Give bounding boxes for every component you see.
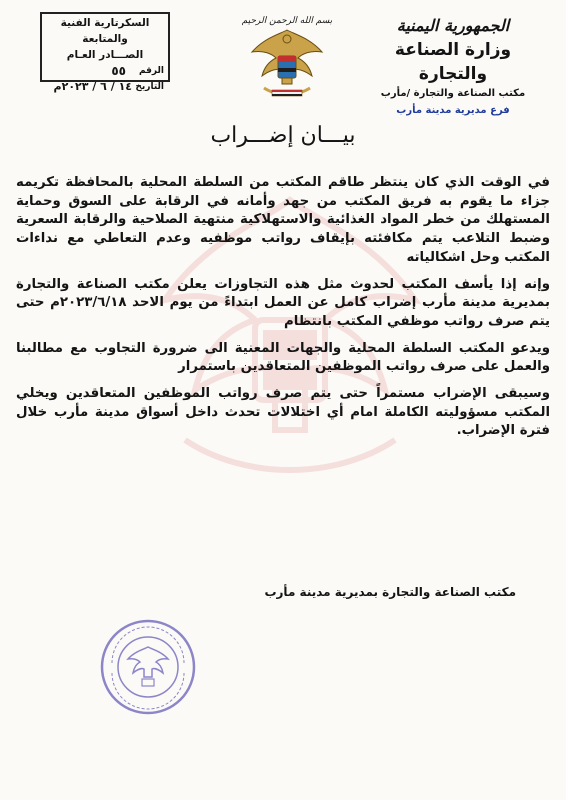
branch-name: فرع مديرية مدينة مأرب <box>396 105 510 116</box>
paragraph-1: في الوقت الذي كان ينتظر طاقم المكتب من السلطة المحلية بالمحافظة تكريمه جزاء ما يقوم به فريق المكتب من جهد وأمانه في الرقابة على السوق وحماية المستهلك من خطر المواد الغذائية والاستهلاكية منتهية الصلاحية والرقابة السعرية وضبط التلاعب يتم مكافئته بإيقاف رواتب موظفيه وعدم التعاطي مع نداءات المكتب وحل اشكالياته <box>16 175 550 265</box>
ref-number-value: ٥٥ <box>111 64 126 78</box>
date-row <box>42 79 168 95</box>
office-name: مكتب الصناعة والتجارة /مأرب <box>380 88 526 99</box>
document-body <box>16 174 550 449</box>
secretariat-label: السكرتارية الفنية والمتابعة <box>60 17 150 45</box>
paragraph-4: وسيبقى الإضراب مستمراً حتى يتم صرف رواتب الموظفين المتعاقدين ويخلي المكتب مسؤوليته الكاملة امام أي اختلالات تحدث داخل أسواق مدينة مأرب خلال فترة الإضراب. <box>16 386 550 439</box>
date-value: ١٤ / ٦ / ٢٠٢٣م <box>53 80 132 93</box>
paragraph-3: ويدعو المكتب السلطة المحلية والجهات المعنية الى ضرورة التجاوب مع مطالبنا والعمل على صرف رواتب الموظفين المتعاقدين باستمرار <box>16 340 550 375</box>
ref-row <box>42 63 168 79</box>
paragraph-2: وإنه إذا يأسف المكتب لحدوث مثل هذه التجاوزات يعلن مكتب الصناعة والتجارة بمديرية مدينة مأرب إضراب كامل عن العمل ابتداءً من يوم الاحد ٢٠٢٣/٦/١٨م حتى يتم صرف رواتب موظفي المكتب بانتظام <box>16 276 551 329</box>
official-stamp-icon <box>98 617 198 717</box>
republic-name: الجمهورية اليمنية <box>396 16 510 35</box>
document-title: بيـــان إضـــراب <box>210 123 356 148</box>
outgoing-label: الصـــادر العـام <box>66 49 144 61</box>
outgoing-register-box <box>40 12 170 93</box>
yemen-eagle-emblem-icon <box>242 10 332 102</box>
basmala-text: بسم الله الرحمن الرحيم <box>242 16 332 26</box>
ref-number-label: الرقم <box>138 66 164 76</box>
ministry-name: وزارة الصناعة والتجارة <box>394 40 512 84</box>
ministry-header <box>362 14 544 120</box>
signature-office: مكتب الصناعة والتجارة بمديرية مدينة مأرب <box>264 585 516 599</box>
date-label: التاريخ <box>135 82 164 92</box>
